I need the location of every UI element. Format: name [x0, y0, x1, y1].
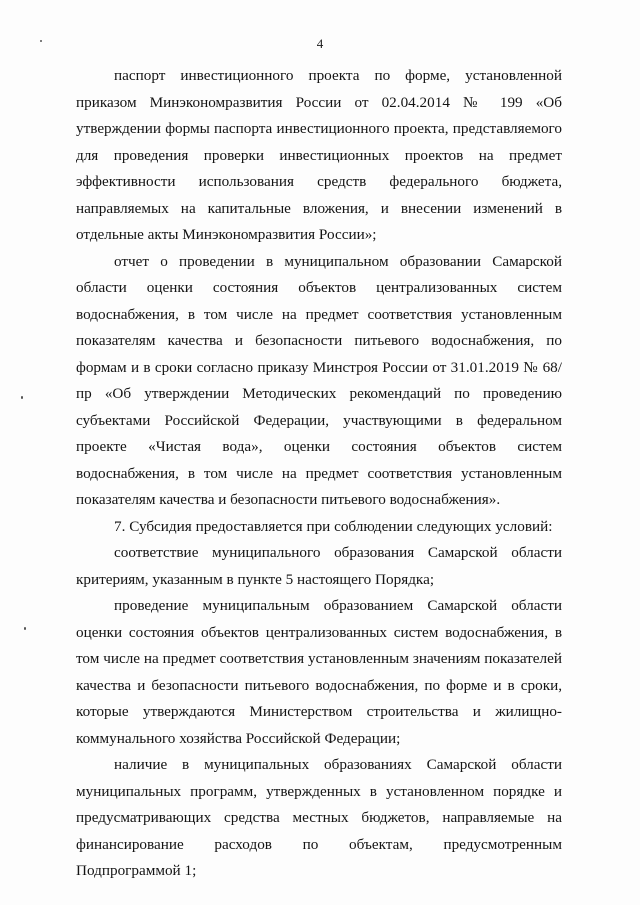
paragraph-investment-passport: паспорт инвестиционного проекта по форме, установленной приказом Минэкономразвития России от 02.04.2014 № 199 «Об утверждении формы паспорта инвестиционного проекта, представляемого для проведения проверки инвестиционных проектов на предмет эффективности использования средств федерального бюджета, направляемых на капитальные вложения, и внесении изменений в отдельные акты Минэкономразвития России»;	[76, 67, 562, 243]
scan-speck	[24, 627, 26, 630]
paragraph-assessment: проведение муниципальным образованием Самарской области оценки состояния объектов централизованных систем водоснабжения, в том числе на предмет соответствия установленным значениям показателей качества и безопасности питьевого водоснабжения, по форме и в сроки, которые утверждаются Министерством строительства и жилищно-коммунального хозяйства Российской Федерации;	[76, 597, 562, 747]
scan-speck	[40, 40, 42, 42]
paragraph-subsidy-conditions: 7. Субсидия предоставляется при соблюдении следующих условий:	[114, 517, 553, 535]
paragraph-municipal-programs: наличие в муниципальных образованиях Самарской области муниципальных программ, утвержденных в установленном порядке и предусматривающих средства местных бюджетов, направляемые на финансирование расходов по объектам, предусмотренным Подпрограммой 1;	[76, 756, 562, 879]
document-body	[76, 63, 562, 885]
paragraph-water-supply-report: отчет о проведении в муниципальном образовании Самарской области оценки состояния объектов централизованных систем водоснабжения, в том числе на предмет соответствия установленным показателям качества и безопасности питьевого водоснабжения, по формам и в сроки согласно приказу Минстроя России от 31.01.2019 № 68/пр «Об утверждении Методических рекомендаций по проведению субъектами Российской Федерации, участвующими в федеральном проекте «Чистая вода», оценки состояния объектов систем водоснабжения, в том числе на предмет соответствия установленным показателям качества и безопасности питьевого водоснабжения».	[76, 252, 562, 508]
page-number: 4	[316, 36, 324, 51]
scan-speck	[21, 396, 23, 399]
paragraph-criteria-compliance: соответствие муниципального образования Самарской области критериям, указанным в пункте 5 настоящего Порядка;	[76, 544, 562, 588]
